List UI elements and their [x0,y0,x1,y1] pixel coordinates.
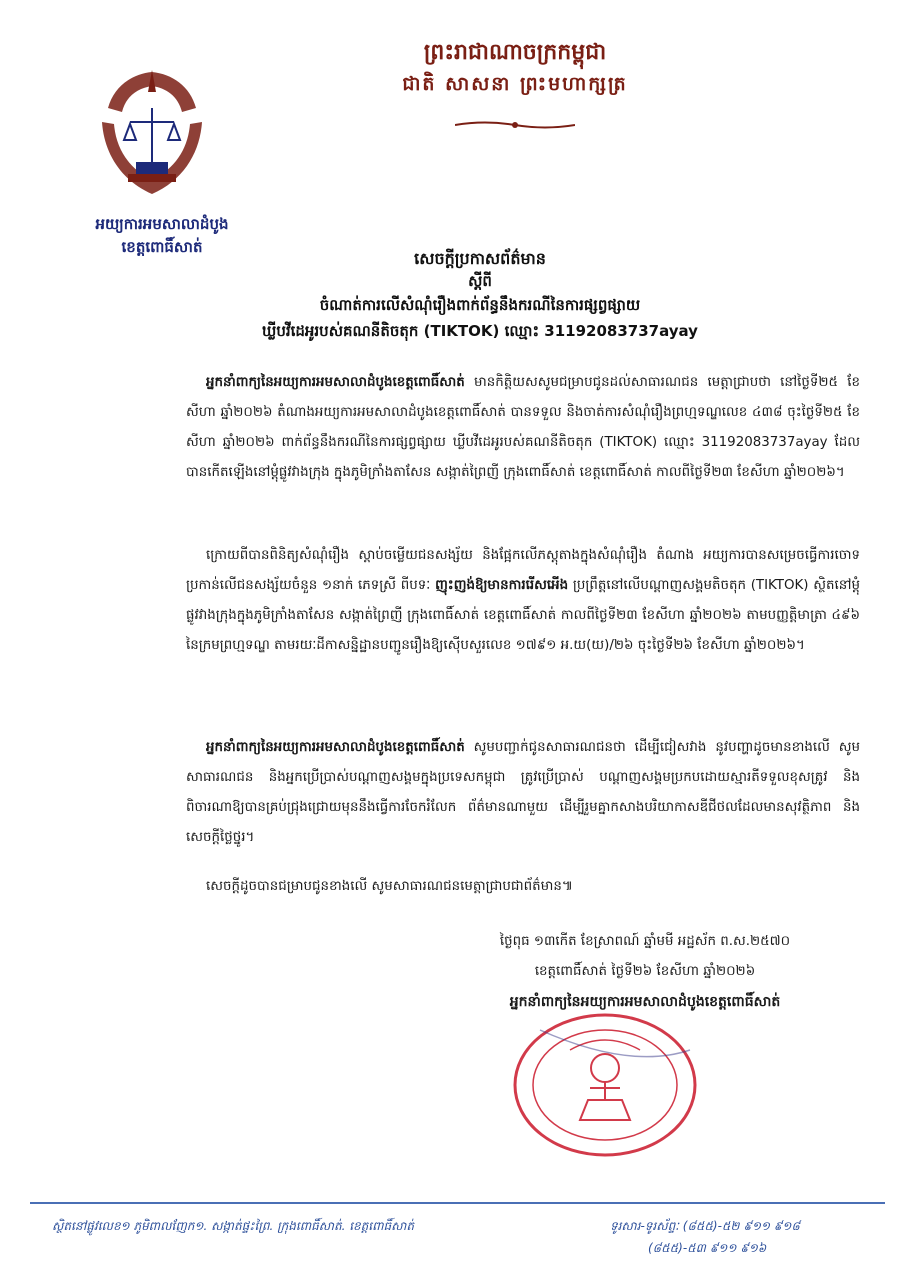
paragraph-1 [186,368,860,488]
signatory: អ្នកនាំពាក្យនៃអយ្យការអមសាលាដំបូងខេត្តពោធិ៍សាត់ [509,994,781,1010]
official-seal-icon [510,1010,700,1160]
paragraph-2-text-a: ក្រោយពីបានពិនិត្យសំណុំរឿង ស្ដាប់ចម្លើយជនសង្ស័យ និងផ្អែកលើភស្តុតាងក្នុងសំណុំរឿង តំណាង អយ្យការបានសម្រេចធ្វើការចោទប្រកាន់លើជនសង្ស័យចំនួន ១នាក់ ភេទស្រី ពីបទៈ [186,548,860,593]
spokesperson-label-2: អ្នកនាំពាក្យនៃអយ្យការអមសាលាដំបូងខេត្តពោធិ៍សាត់ [206,740,465,755]
footer-phone-2: (៨៥៥)-៥៣ ៩១១ ៩១៦ [648,1241,767,1255]
lunar-date: ថ្ងៃពុធ ១៣កើត ខែស្រាពណ៍ ឆ្នាំមមី អដ្ឋស័ក ព.ស.២៥៧០ [499,934,791,949]
document-title: សេចក្ដីប្រកាសព័ត៌មាន [414,249,546,268]
paragraph-4: សេចក្ដីដូចបានជម្រាបជូនខាងលើ សូមសាធារណជនមេត្តាជ្រាបជាព័ត៌មាន៕ [206,879,573,894]
paragraph-3-text: សូមបញ្ជាក់ជូនសាធារណជនថា ដើម្បីជៀសវាង នូវបញ្ហាដូចមានខាងលើ សូមសាធារណជន និងអ្នកប្រើប្រាស់បណ្ដាញសង្គមក្នុងប្រទេសកម្ពុជា ត្រូវប្រើប្រាស់ បណ្ដាញសង្គមប្រកបដោយស្មារតីទទួលខុសត្រូវ និងពិចារណាឱ្យបានគ្រប់ជ្រុងជ្រោយមុននឹងធ្វើការចែករំលែក ព័ត៌មានណាមួយ ដើម្បីរួមគ្នាកសាងបរិយាកាសឌីជីថលដែលមានសុវត្ថិភាព និងសេចក្ដីថ្លៃថ្នូរ។ [186,740,860,845]
solar-date: ខេត្តពោធិ៍សាត់ ថ្ងៃទី២៦ ខែសីហា ឆ្នាំ២០២៦ [534,964,756,979]
office-name-line1: អយ្យការអមសាលាដំបូង [95,215,229,233]
subject-label: ស្ដីពី [468,272,492,290]
header-ornament-icon [455,118,575,132]
footer-phone-1: ទូរសារ-ទូរស័ព្ទៈ (៨៥៥)-៥២ ៩១១ ៩១៨ [610,1219,800,1233]
spokesperson-label: អ្នកនាំពាក្យនៃអយ្យការអមសាលាដំបូងខេត្តពោធិ៍សាត់ [206,375,465,390]
national-motto: ជាតិ សាសនា ព្រះមហាក្សត្រ [402,73,628,95]
prosecution-emblem-icon [92,62,212,212]
paragraph-1-text: មានកិត្តិយសសូមជម្រាបជូនដល់សាធារណជន មេត្តាជ្រាបថា នៅថ្ងៃទី២៥ ខែសីហា ឆ្នាំ២០២៦ តំណាងអយ្យការអមសាលាដំបូងខេត្តពោធិ៍សាត់ បានទទួល និងចាត់ការសំណុំរឿងព្រហ្មទណ្ឌលេខ ៤៣៨ ចុះថ្ងៃទី២៥ ខែសីហា ឆ្នាំ២០២៦ ពាក់ព័ន្ធនឹងករណីនៃការផ្សព្វផ្សាយ ឃ្លីបវីដេអូរបស់គណនីតិចតុក (TIKTOK) ឈ្មោះ 31192083737ayay ដែលបានកើតឡើងនៅម្ដុំផ្លូវវាងក្រុង ក្នុងភូមិក្រាំងតាសែន សង្កាត់ព្រៃញី ក្រុងពោធិ៍សាត់ ខេត្តពោធិ៍សាត់ កាលពីថ្ងៃទី២៣ ខែសីហា ឆ្នាំ២០២៦។ [186,375,860,480]
footer-address: ស្ថិតនៅផ្លូវលេខ១ ភូមិពាលញែក១. សង្កាត់ផ្ទះព្រៃ. ក្រុងពោធិ៍សាត់. ខេត្តពោធិ៍សាត់ [52,1219,414,1233]
kingdom-title: ព្រះរាជាណាចក្រកម្ពុជា [423,40,607,65]
charge-label: ញុះញង់ឱ្យមានការរើសអើង [435,578,569,593]
paragraph-2 [186,541,860,661]
paragraph-2-text-b: ប្រព្រឹត្តនៅលើបណ្ដាញសង្គមតិចតុក (TIKTOK) ស្ថិតនៅម្ដុំផ្លូវវាងក្រុងក្នុងភូមិក្រាំងតាសែន សង្កាត់ព្រៃញី ក្រុងពោធិ៍សាត់ ខេត្តពោធិ៍សាត់ កាលពីថ្ងៃទី២៣ ខែសីហា ឆ្នាំ២០២៦ តាមបញ្ញត្តិមាត្រា ៤៩៦ នៃក្រមព្រហ្មទណ្ឌ តាមរយៈដីកាសន្និដ្ឋានបញ្ជូនរឿងឱ្យស៊ើបសួរលេខ ១៧៩១ អ.យ(យ)/២៦ ចុះថ្ងៃទី២៦ ខែសីហា ឆ្នាំ២០២៦។ [186,578,860,653]
office-name-line2: ខេត្តពោធិ៍សាត់ [121,238,203,256]
subject-line2: ឃ្លីបវីដេអូរបស់គណនីតិចតុក (TIKTOK) ឈ្មោះ 31192083737ayay [262,322,698,340]
footer-divider [30,1202,885,1204]
paragraph-3 [186,733,860,853]
subject-line1: ចំណាត់ការលើសំណុំរឿងពាក់ព័ន្ធនឹងករណីនៃការផ្សព្វផ្សាយ [319,296,641,314]
